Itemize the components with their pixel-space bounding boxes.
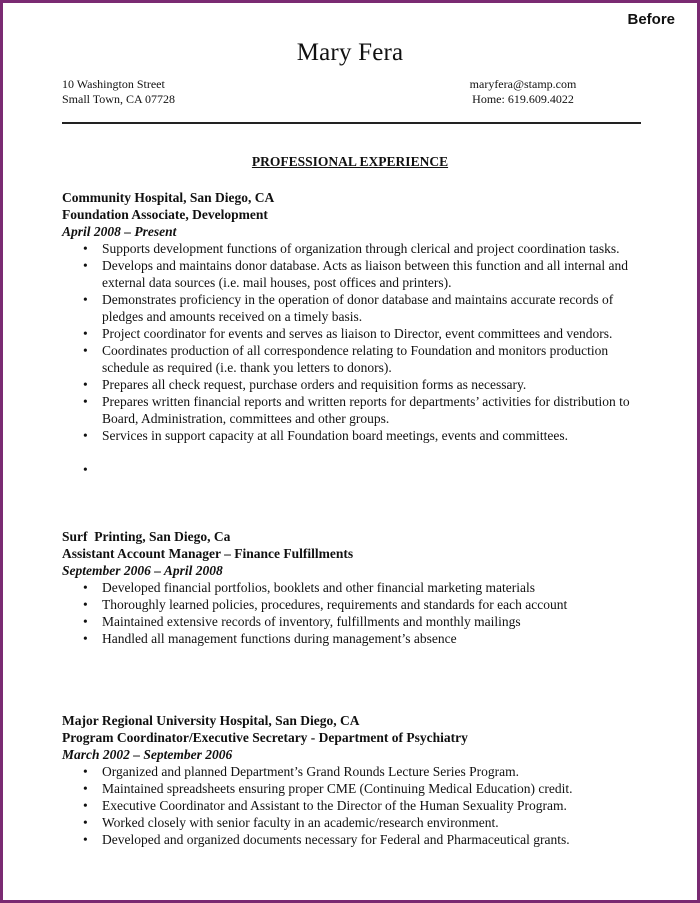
- duty-item: • Prepares written financial reports and written reports for departments’ activities for distribution to Board, Administration, committees and other groups.: [62, 393, 652, 427]
- duty-item: • Demonstrates proficiency in the operation of donor database and maintains accurate records of pledges and amounts received on a timely basis.: [62, 291, 652, 325]
- empty-bullet: [62, 461, 652, 478]
- duty-list: [62, 763, 652, 848]
- duty-item: • Develops and maintains donor database. Acts as liaison between this function and all internal and external data sources (i.e. mail houses, post offices and printers).: [62, 257, 652, 291]
- job-dates: September 2006 – April 2008: [62, 563, 223, 578]
- job-position: Assistant Account Manager – Finance Fulfillments: [62, 546, 354, 561]
- contact-info: [443, 77, 603, 107]
- duty-item: • Worked closely with senior faculty in an academic/research environment.: [62, 814, 652, 831]
- contact-street: 10 Washington Street: [62, 77, 165, 91]
- duty-item: • Developed financial portfolios, booklets and other financial marketing materials: [62, 579, 652, 596]
- duty-item: • Prepares all check request, purchase orders and requisition forms as necessary.: [62, 376, 652, 393]
- duty-item: • Organized and planned Department’s Grand Rounds Lecture Series Program.: [62, 763, 652, 780]
- section-heading: PROFESSIONAL EXPERIENCE: [251, 154, 449, 169]
- job-entry: [62, 712, 652, 848]
- duty-item: • Thoroughly learned policies, procedures, requirements and standards for each account: [62, 596, 652, 613]
- job-entry: [62, 528, 652, 647]
- job-entry: [62, 189, 652, 478]
- duty-item: • Executive Coordinator and Assistant to the Director of the Human Sexuality Program.: [62, 797, 652, 814]
- header-divider: [62, 122, 641, 124]
- duty-item: • Supports development functions of organization through clerical and project coordination tasks.: [62, 240, 652, 257]
- duty-item: • Project coordinator for events and serves as liaison to Director, event committees and vendors.: [62, 325, 652, 342]
- duty-item: • Handled all management functions during management’s absence: [62, 630, 652, 647]
- resume-page: [3, 3, 697, 900]
- job-position: Foundation Associate, Development: [62, 207, 268, 222]
- duty-item: • Services in support capacity at all Foundation board meetings, events and committees.: [62, 427, 652, 444]
- duty-item: • Maintained spreadsheets ensuring proper CME (Continuing Medical Education) credit.: [62, 780, 652, 797]
- before-label: Before: [627, 11, 675, 28]
- contact-email: maryfera@stamp.com: [469, 77, 577, 91]
- job-dates: April 2008 – Present: [62, 224, 177, 239]
- resume-name: Mary Fera: [296, 39, 404, 66]
- duty-list: [62, 240, 652, 478]
- contact-city: Small Town, CA 07728: [62, 92, 175, 106]
- job-employer: Surf Printing, San Diego, Ca: [62, 529, 231, 544]
- job-dates: March 2002 – September 2006: [62, 747, 233, 762]
- contact-address: [62, 77, 175, 107]
- duty-item: • Coordinates production of all correspondence relating to Foundation and monitors production schedule as required (i.e. thank you letters to donors).: [62, 342, 652, 376]
- duty-item: • Developed and organized documents necessary for Federal and Pharmaceutical grants.: [62, 831, 652, 848]
- job-employer: Community Hospital, San Diego, CA: [62, 190, 275, 205]
- duty-list: [62, 579, 652, 647]
- contact-phone: Home: 619.609.4022: [472, 92, 574, 106]
- duty-item: • Maintained extensive records of inventory, fulfillments and monthly mailings: [62, 613, 652, 630]
- job-position: Program Coordinator/Executive Secretary - Department of Psychiatry: [62, 730, 468, 745]
- job-employer: Major Regional University Hospital, San Diego, CA: [62, 713, 360, 728]
